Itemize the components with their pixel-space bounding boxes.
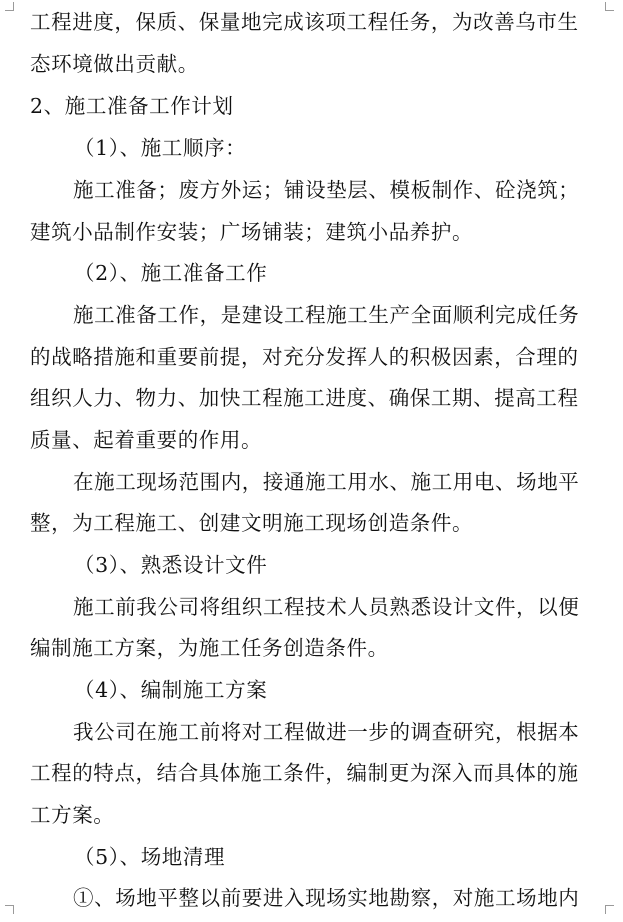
paragraph-line: 工程的特点，结合具体施工条件，编制更为深入而具体的施 bbox=[30, 761, 579, 785]
paragraph-line: ①、场地平整以前要进入现场实地勘察，对施工场地内 bbox=[73, 886, 580, 910]
paragraph-line: 质量、起着重要的作用。 bbox=[30, 428, 263, 452]
page-corner-mark bbox=[5, 905, 14, 914]
paragraph-line: 我公司在施工前将对工程做进一步的调查研究，根据本 bbox=[73, 720, 580, 744]
paragraph-line: 整，为工程施工、创建文明施工现场创造条件。 bbox=[30, 511, 474, 535]
section-heading: 2、施工准备工作计划 bbox=[30, 94, 234, 118]
subsection-heading: （3）、熟悉设计文件 bbox=[74, 553, 268, 577]
page-corner-mark bbox=[605, 2, 614, 11]
subsection-heading: （1）、施工顺序： bbox=[74, 136, 247, 160]
page-corner-mark bbox=[605, 905, 614, 914]
paragraph-line: 工程进度，保质、保量地完成该项工程任务，为改善乌市生 bbox=[30, 10, 579, 34]
subsection-heading: （4）、编制施工方案 bbox=[74, 678, 268, 702]
paragraph-line: 建筑小品制作安装；广场铺装；建筑小品养护。 bbox=[30, 220, 474, 244]
paragraph-line: 的战略措施和重要前提，对充分发挥人的积极因素，合理的 bbox=[30, 345, 579, 369]
subsection-heading: （5）、场地清理 bbox=[74, 845, 226, 869]
paragraph-line: 态环境做出贡献。 bbox=[30, 52, 199, 76]
paragraph-line: 施工前我公司将组织工程技术人员熟悉设计文件，以便 bbox=[73, 595, 580, 619]
paragraph-line: 编制施工方案，为施工任务创造条件。 bbox=[30, 636, 389, 660]
paragraph-line: 施工准备；废方外运；铺设垫层、模板制作、砼浇筑； bbox=[73, 178, 580, 202]
paragraph-line: 组织人力、物力、加快工程施工进度、确保工期、提高工程 bbox=[30, 386, 579, 410]
subsection-heading: （2）、施工准备工作 bbox=[74, 261, 268, 285]
paragraph-line: 施工准备工作，是建设工程施工生产全面顺利完成任务 bbox=[73, 303, 580, 327]
paragraph-line: 在施工现场范围内，接通施工用水、施工用电、场地平 bbox=[73, 470, 580, 494]
paragraph-line: 工方案。 bbox=[30, 803, 115, 827]
page-corner-mark bbox=[5, 2, 14, 11]
